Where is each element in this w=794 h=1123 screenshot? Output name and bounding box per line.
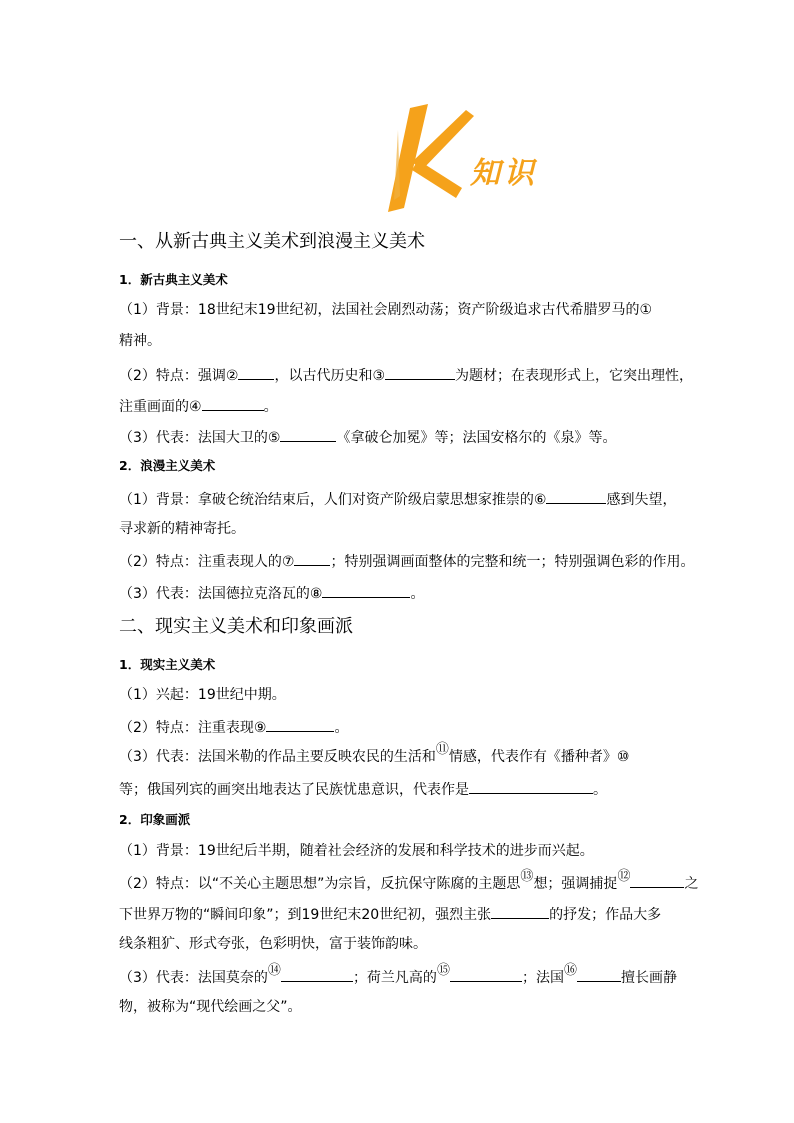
text: 下世界万物的“瞬间印象”；到19世纪末20世纪初，强烈主张 [119,907,492,923]
realism-representatives-cont [119,778,607,800]
blank-number: ⑪ [435,742,449,757]
blank-number: ① [639,302,653,318]
knowledge-logo [370,100,580,215]
romantic-representatives [119,582,424,604]
text: （1）背景：拿破仑统治结束后，人们对资产阶级启蒙思想家推崇的 [119,492,534,508]
answer-blank[interactable] [577,966,621,982]
text: 。 [334,720,349,736]
blank-number: ⑬ [520,869,534,884]
text: （2）特点：强调 [119,368,226,384]
text: （2）特点：以“不关心主题思想”为宗旨，反抗保守陈腐的主题思 [119,876,521,892]
answer-blank[interactable] [491,903,549,919]
text: （2）特点：注重表现 [119,720,254,736]
section2-sub1-title: 1．现实主义美术 [119,657,216,672]
text: ；特别强调画面整体的完整和统一；特别强调色彩的作用。 [330,554,695,570]
text: 情感，代表作有《播种者》 [448,749,617,765]
logo-text: 知识 [470,156,538,191]
text: （2）特点：注重表现人的 [119,554,282,570]
text: 的抒发；作品大多 [549,907,662,923]
blank-number: ⑮ [436,963,450,978]
realism-rise: （1）兴起：19世纪中期。 [119,687,286,703]
section2-title: 二、现实主义美术和印象画派 [119,616,353,637]
text: （3）代表：法国德拉克洛瓦的 [119,586,310,602]
impressionism-representatives-cont: 物，被称为“现代绘画之父”。 [119,999,302,1015]
text: 。 [263,399,278,415]
neoclassical-background-cont: 精神。 [119,333,161,349]
text: 感到失望， [606,492,677,508]
blank-number: ⑭ [267,963,281,978]
romantic-background [119,488,676,510]
answer-blank[interactable] [280,426,336,442]
blank-number: ④ [189,399,202,415]
text: 。 [593,782,607,798]
text: （3）代表：法国大卫的 [119,430,268,446]
answer-blank[interactable] [469,778,593,794]
text: 想；强调捕捉 [533,876,618,892]
impressionism-features [119,869,699,895]
answer-blank[interactable] [294,550,330,566]
section1-title: 一、从新古典主义美术到浪漫主义美术 [119,231,425,252]
text: 之 [684,876,699,892]
answer-blank[interactable] [546,488,606,504]
text: 等；俄国列宾的画突出地表达了民族忧患意识，代表作是 [119,782,469,798]
section1-sub1-title: 1．新古典主义美术 [119,272,228,287]
blank-number: ⑨ [253,720,267,736]
answer-blank[interactable] [238,364,274,380]
text: 《拿破仑加冕》等；法国安格尔的《泉》等。 [336,430,617,446]
blank-number: ⑯ [563,963,577,978]
text: ；法国 [521,970,564,986]
neoclassical-features [119,364,693,386]
text: 注重画面的 [119,399,189,415]
text: 为题材；在表现形式上，它突出理性， [455,368,694,384]
text: （3）代表：法国米勒的作品主要反映农民的生活和 [119,749,436,765]
romantic-features [119,550,694,572]
text: （1）背景：18世纪末19世纪初，法国社会剧烈动荡；资产阶级追求古代希腊罗马的 [119,302,640,318]
blank-number: ② [225,368,239,384]
section2-sub2-title: 2．印象画派 [119,812,191,827]
answer-blank[interactable] [322,582,410,598]
neoclassical-representatives [119,426,616,448]
blank-number: ⑤ [267,430,281,446]
answer-blank[interactable] [202,395,264,411]
impressionism-background: （1）背景：19世纪后半期，随着社会经济的发展和科学技术的进步而兴起。 [119,843,594,859]
realism-representatives [119,742,630,768]
answer-blank[interactable] [450,966,522,982]
neoclassical-background [119,300,652,320]
answer-blank[interactable] [385,364,455,380]
text: ，以古代历史和 [274,368,373,384]
impressionism-features-cont [119,903,661,925]
blank-number: ⑧ [309,586,323,602]
neoclassical-features-cont [119,395,278,417]
blank-number: ⑥ [533,492,547,508]
blank-number: ③ [372,368,386,384]
section1-sub2-title: 2．浪漫主义美术 [119,458,216,473]
realism-features [119,716,348,738]
text: 擅长画静 [620,970,677,986]
blank-number: ⑦ [281,554,295,570]
answer-blank[interactable] [281,966,353,982]
impressionism-features-cont2: 线条粗犷、形式夸张，色彩明快，富于装饰韵味。 [119,936,427,952]
text: ；荷兰凡高的 [352,970,437,986]
blank-number: ⑫ [617,869,631,884]
text: （3）代表：法国莫奈的 [119,970,268,986]
answer-blank[interactable] [630,872,684,888]
blank-number: ⑩ [616,749,630,765]
text: 。 [410,586,425,602]
impressionism-representatives [119,963,677,989]
romantic-background-cont: 寻求新的精神寄托。 [119,521,245,537]
answer-blank[interactable] [266,716,334,732]
